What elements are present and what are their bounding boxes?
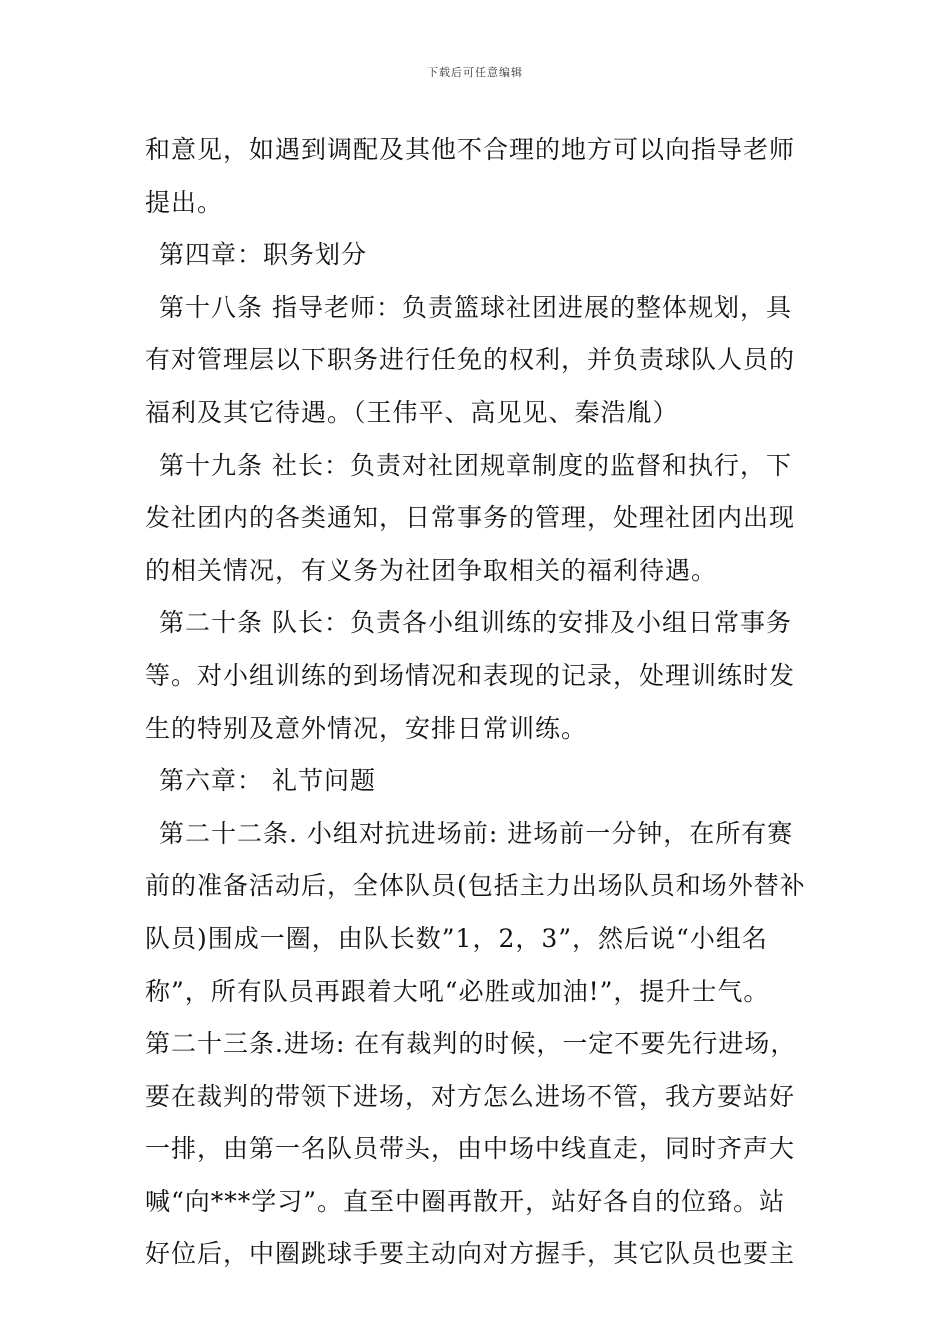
text-line: 发社团内的各类通知，日常事务的管理，处理社团内出现 (145, 503, 796, 533)
document-body (145, 124, 815, 1281)
page-header: 下载后可任意编辑 (427, 66, 523, 79)
text-line: 前的准备活动后，全体队员(包括主力出场队员和场外替补 (145, 871, 806, 901)
chapter-heading: 第六章： 礼节问题 (159, 766, 376, 796)
text-line: 要在裁判的带领下进场，对方怎么进场不管，我方要站好 (145, 1081, 796, 1111)
article-line: 第二十三条.进场: 在有裁判的时候，一定不要先行进场， (145, 1029, 797, 1059)
text-line: 有对管理层以下职务进行任免的权利，并负责球队人员的 (145, 345, 796, 375)
text-line: 的相关情况，有义务为社团争取相关的福利待遇。 (145, 555, 718, 585)
chapter-heading: 第四章：职务划分 (159, 240, 368, 270)
article-line: 第二十条 队长：负责各小组训练的安排及小组日常事务 (159, 608, 792, 638)
text-line: 和意见，如遇到调配及其他不合理的地方可以向指导老师 (145, 135, 796, 164)
text-line: 提出。 (145, 187, 224, 217)
text-line: 等。对小组训练的到场情况和表现的记录，处理训练时发 (145, 660, 796, 690)
article-line: 第十九条 社长：负责对社团规章制度的监督和执行，下 (159, 450, 792, 480)
article-line: 第十八条 指导老师：负责篮球社团进展的整体规划，具 (159, 292, 792, 322)
article-line: 第二十二条. 小组对抗进场前: 进场前一分钟，在所有赛 (159, 818, 794, 848)
text-line: 称”，所有队员再跟着大吼“必胜或加油!”，提升士气。 (145, 976, 770, 1006)
text-line: 喊“向***学习”。直至中圈再散开，站好各自的位臵。站 (145, 1186, 786, 1216)
text-line: 好位后，中圈跳球手要主动向对方握手，其它队员也要主 (145, 1239, 796, 1269)
text-line: 生的特别及意外情况，安排日常训练。 (145, 713, 588, 743)
text-line: 一排，由第一名队员带头，由中场中线直走，同时齐声大 (145, 1134, 796, 1164)
text-line: 福利及其它待遇。（王伟平、高见见、秦浩胤） (145, 397, 679, 427)
text-line: 队员)围成一圈，由队长数”1，2，3”，然后说“小组名 (145, 923, 768, 953)
